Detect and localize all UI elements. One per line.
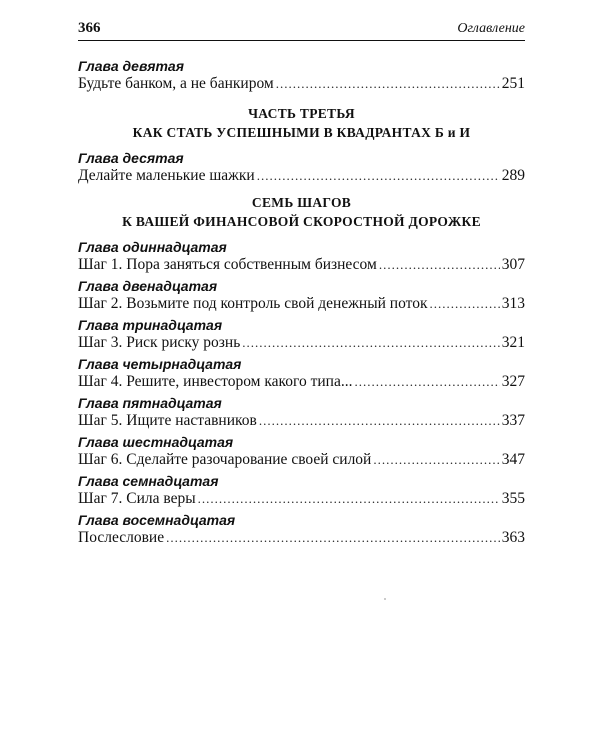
dot-leader (379, 255, 500, 274)
toc-page-number: 289 (501, 167, 525, 184)
toc-entry-title: Делайте маленькие шажки (78, 167, 255, 184)
toc-entry-title: Шаг 1. Пора заняться собственным бизнесом (78, 256, 377, 273)
toc-entry-chapter-11[interactable] (78, 255, 525, 274)
toc-chapter-17 (78, 473, 525, 508)
toc-entry-title: Шаг 2. Возьмите под контроль свой денежный поток (78, 295, 428, 312)
toc-entry-title: Шаг 5. Ищите наставников (78, 412, 257, 429)
part-three-heading (78, 104, 525, 142)
toc-entry-chapter-10[interactable] (78, 166, 525, 185)
dot-leader (166, 528, 500, 547)
dot-leader (276, 74, 500, 93)
toc-page-number: 307 (501, 256, 525, 273)
toc-page-number: 251 (501, 75, 525, 92)
section-name: Оглавление (457, 21, 525, 36)
toc-chapter-10 (78, 150, 525, 185)
toc-chapter-11 (78, 239, 525, 274)
chapter-label: Глава одиннадцатая (78, 239, 227, 255)
part-three-subtitle: КАК СТАТЬ УСПЕШНЫМИ В КВАДРАНТАХ Б и И (132, 125, 471, 140)
part-three-title: ЧАСТЬ ТРЕТЬЯ (248, 106, 355, 121)
dot-leader (242, 333, 499, 352)
toc-page-number: 347 (501, 451, 525, 468)
toc-page-number: 321 (501, 334, 525, 351)
dot-leader (198, 489, 500, 508)
toc-entry-chapter-17[interactable] (78, 489, 525, 508)
toc-chapter-16 (78, 434, 525, 469)
running-head (78, 18, 525, 41)
chapter-label: Глава десятая (78, 150, 184, 166)
chapter-label: Глава тринадцатая (78, 317, 223, 333)
toc-entry-chapter-16[interactable] (78, 450, 525, 469)
toc-entry-title: Шаг 7. Сила веры (78, 490, 196, 507)
toc-entry-chapter-9[interactable] (78, 74, 525, 93)
toc-entry-chapter-18[interactable] (78, 528, 525, 547)
toc-entry-title: Шаг 4. Решите, инвестором какого типа... (78, 373, 353, 390)
toc-chapter-13 (78, 317, 525, 352)
dot-leader (373, 450, 499, 469)
toc-entry-chapter-13[interactable] (78, 333, 525, 352)
toc-entry-title: Шаг 6. Сделайте разочарование своей силой (78, 451, 372, 468)
toc-entry-title: Будьте банком, а не банкиром (78, 75, 274, 92)
toc-entry-chapter-14[interactable] (78, 372, 525, 391)
toc-chapter-9 (78, 58, 525, 93)
toc-entry-chapter-15[interactable] (78, 411, 525, 430)
toc-chapter-14 (78, 356, 525, 391)
chapter-label: Глава шестнадцатая (78, 434, 234, 450)
toc-chapter-12 (78, 278, 525, 313)
dot-leader (354, 372, 499, 391)
seven-steps-title: СЕМЬ ШАГОВ (251, 195, 352, 210)
toc-page-number: 313 (501, 295, 525, 312)
chapter-label: Глава четырнадцатая (78, 356, 242, 372)
toc-page-number: 337 (501, 412, 525, 429)
toc-page-number: 363 (501, 529, 525, 546)
scan-speck (384, 598, 386, 600)
toc-entry-title: Шаг 3. Риск риску рознь (78, 334, 241, 351)
toc-entry-title: Послесловие (78, 529, 165, 546)
seven-steps-heading (78, 193, 525, 231)
toc-page-number: 327 (501, 373, 525, 390)
toc-entry-chapter-12[interactable] (78, 294, 525, 313)
chapter-label: Глава двенадцатая (78, 278, 218, 294)
chapter-label: Глава девятая (78, 58, 184, 74)
seven-steps-subtitle: К ВАШЕЙ ФИНАНСОВОЙ СКОРОСТНОЙ ДОРОЖКЕ (122, 214, 481, 229)
dot-leader (259, 411, 500, 430)
dot-leader (257, 166, 500, 185)
chapter-label: Глава восемнадцатая (78, 512, 236, 528)
toc-chapter-18 (78, 512, 525, 547)
dot-leader (429, 294, 499, 313)
toc-chapter-15 (78, 395, 525, 430)
chapter-label: Глава семнадцатая (78, 473, 219, 489)
toc-page-number: 355 (501, 490, 525, 507)
chapter-label: Глава пятнадцатая (78, 395, 222, 411)
page-number: 366 (78, 20, 101, 36)
